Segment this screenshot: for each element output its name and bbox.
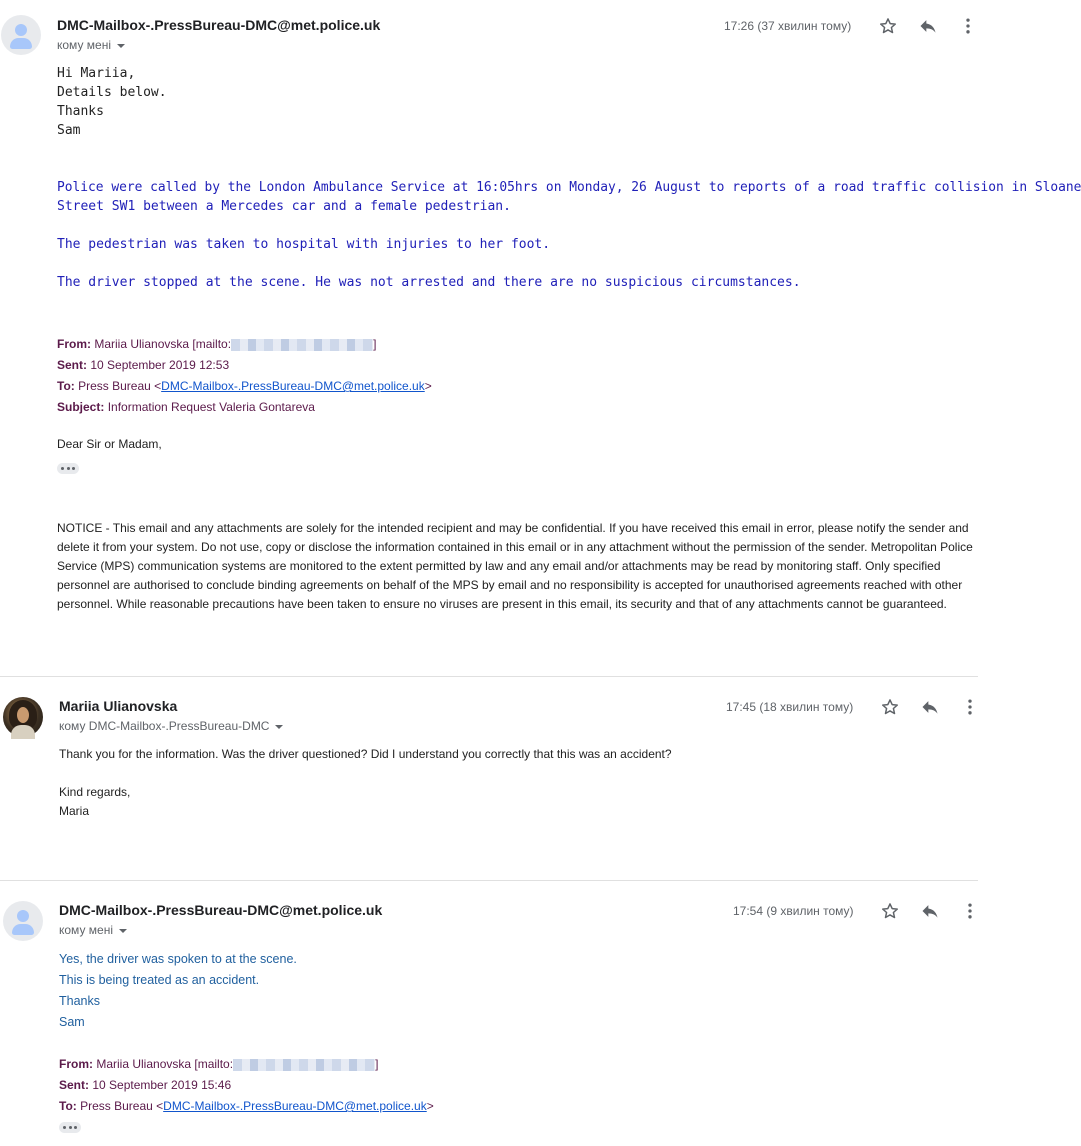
more-vert-icon[interactable] (960, 697, 980, 717)
body-line: Thank you for the information. Was the driver questioned? Did I understand you correctly that this was an accident? (59, 747, 672, 761)
body-line: Maria (59, 804, 90, 818)
body-line: Hi Mariia, (57, 66, 136, 81)
body-line: Thanks (59, 994, 100, 1008)
statement-line: The driver stopped at the scene. He was not arrested and there are no suspicious circumstances. (57, 275, 801, 290)
sender-avatar[interactable] (1, 15, 41, 55)
timestamp: 17:54 (9 хвилин тому) (733, 904, 854, 918)
reply-icon[interactable] (920, 697, 940, 717)
body-line: Details below. (57, 85, 167, 100)
statement-line: The pedestrian was taken to hospital with injuries to her foot. (57, 237, 551, 252)
body-line: Sam (57, 123, 81, 138)
quoted-sent: Sent: 10 September 2019 15:46 (59, 1078, 232, 1092)
show-trimmed-content-button[interactable] (59, 1122, 81, 1133)
recipients-label: кому DMC-Mailbox-.PressBureau-DMC (59, 719, 270, 733)
timestamp: 17:45 (18 хвилин тому) (726, 700, 854, 714)
quoted-to: To: Press Bureau <DMC-Mailbox-.PressBureau-DMC@met.police.uk> (59, 1099, 434, 1113)
caret-down-icon (117, 44, 125, 48)
caret-down-icon (119, 929, 127, 933)
reply-icon[interactable] (918, 16, 938, 36)
recipients-dropdown[interactable] (59, 719, 283, 733)
email-link[interactable]: DMC-Mailbox-.PressBureau-DMC@met.police.uk (161, 379, 425, 393)
message-divider (0, 880, 978, 881)
quoted-from: From: Mariia Ulianovska [mailto: ] (59, 1057, 379, 1071)
quoted-from: From: Mariia Ulianovska [mailto: ] (57, 337, 377, 351)
show-trimmed-content-button[interactable] (57, 463, 79, 474)
recipients-label: кому мені (57, 38, 111, 52)
redacted-email (233, 1059, 375, 1071)
timestamp: 17:26 (37 хвилин тому) (724, 19, 852, 33)
sender-avatar[interactable] (3, 697, 43, 737)
sender-name[interactable]: DMC-Mailbox-.PressBureau-DMC@met.police.uk (57, 17, 381, 33)
redacted-email (231, 339, 373, 351)
star-icon[interactable] (878, 16, 898, 36)
sender-name[interactable]: Mariia Ulianovska (59, 698, 178, 714)
body-line: Yes, the driver was spoken to at the scene. (59, 952, 297, 966)
legal-notice: NOTICE - This email and any attachments are solely for the intended recipient and may be confidential. If you have received this email in error, please notify the sender and delete it from your system. Do not use, copy or disclose the information contained in this email or in any attachment without the permission of the sender. Metropolitan Police Service (MPS) communication systems are monitored to the extent permitted by law and any email and/or attachments may be read by monitoring staff. Only specified personnel are authorised to conclude binding agreements on behalf of the MPS by email and no responsibility is accepted for unauthorised agreements reached with other personnel. While reasonable precautions have been taken to ensure no viruses are present in this email, its security and that of any attachments cannot be guaranteed. (57, 521, 973, 611)
message-divider (0, 676, 978, 677)
person-icon (17, 910, 29, 922)
recipients-label: кому мені (59, 923, 113, 937)
recipients-dropdown[interactable] (59, 923, 127, 937)
caret-down-icon (275, 725, 283, 729)
person-icon (15, 24, 27, 36)
body-line: Thanks (57, 104, 104, 119)
quoted-salutation: Dear Sir or Madam, (57, 437, 162, 451)
sender-name[interactable]: DMC-Mailbox-.PressBureau-DMC@met.police.uk (59, 902, 383, 918)
statement-line: Police were called by the London Ambulance Service at 16:05hrs on Monday, 26 August to reports of a road traffic collision in Sloane (57, 180, 1081, 195)
sender-avatar[interactable] (3, 901, 43, 941)
quoted-sent: Sent: 10 September 2019 12:53 (57, 358, 230, 372)
reply-icon[interactable] (920, 901, 940, 921)
quoted-to: To: Press Bureau <DMC-Mailbox-.PressBureau-DMC@met.police.uk> (57, 379, 432, 393)
body-line: This is being treated as an accident. (59, 973, 260, 987)
email-link[interactable]: DMC-Mailbox-.PressBureau-DMC@met.police.uk (163, 1099, 427, 1113)
more-vert-icon[interactable] (960, 901, 980, 921)
body-line: Kind regards, (59, 785, 131, 799)
more-vert-icon[interactable] (958, 16, 978, 36)
quoted-subject: Subject: Information Request Valeria Gontareva (57, 400, 315, 414)
body-line: Sam (59, 1015, 85, 1029)
recipients-dropdown[interactable] (57, 38, 125, 52)
star-icon[interactable] (880, 901, 900, 921)
statement-line: Street SW1 between a Mercedes car and a female pedestrian. (57, 199, 511, 214)
star-icon[interactable] (880, 697, 900, 717)
